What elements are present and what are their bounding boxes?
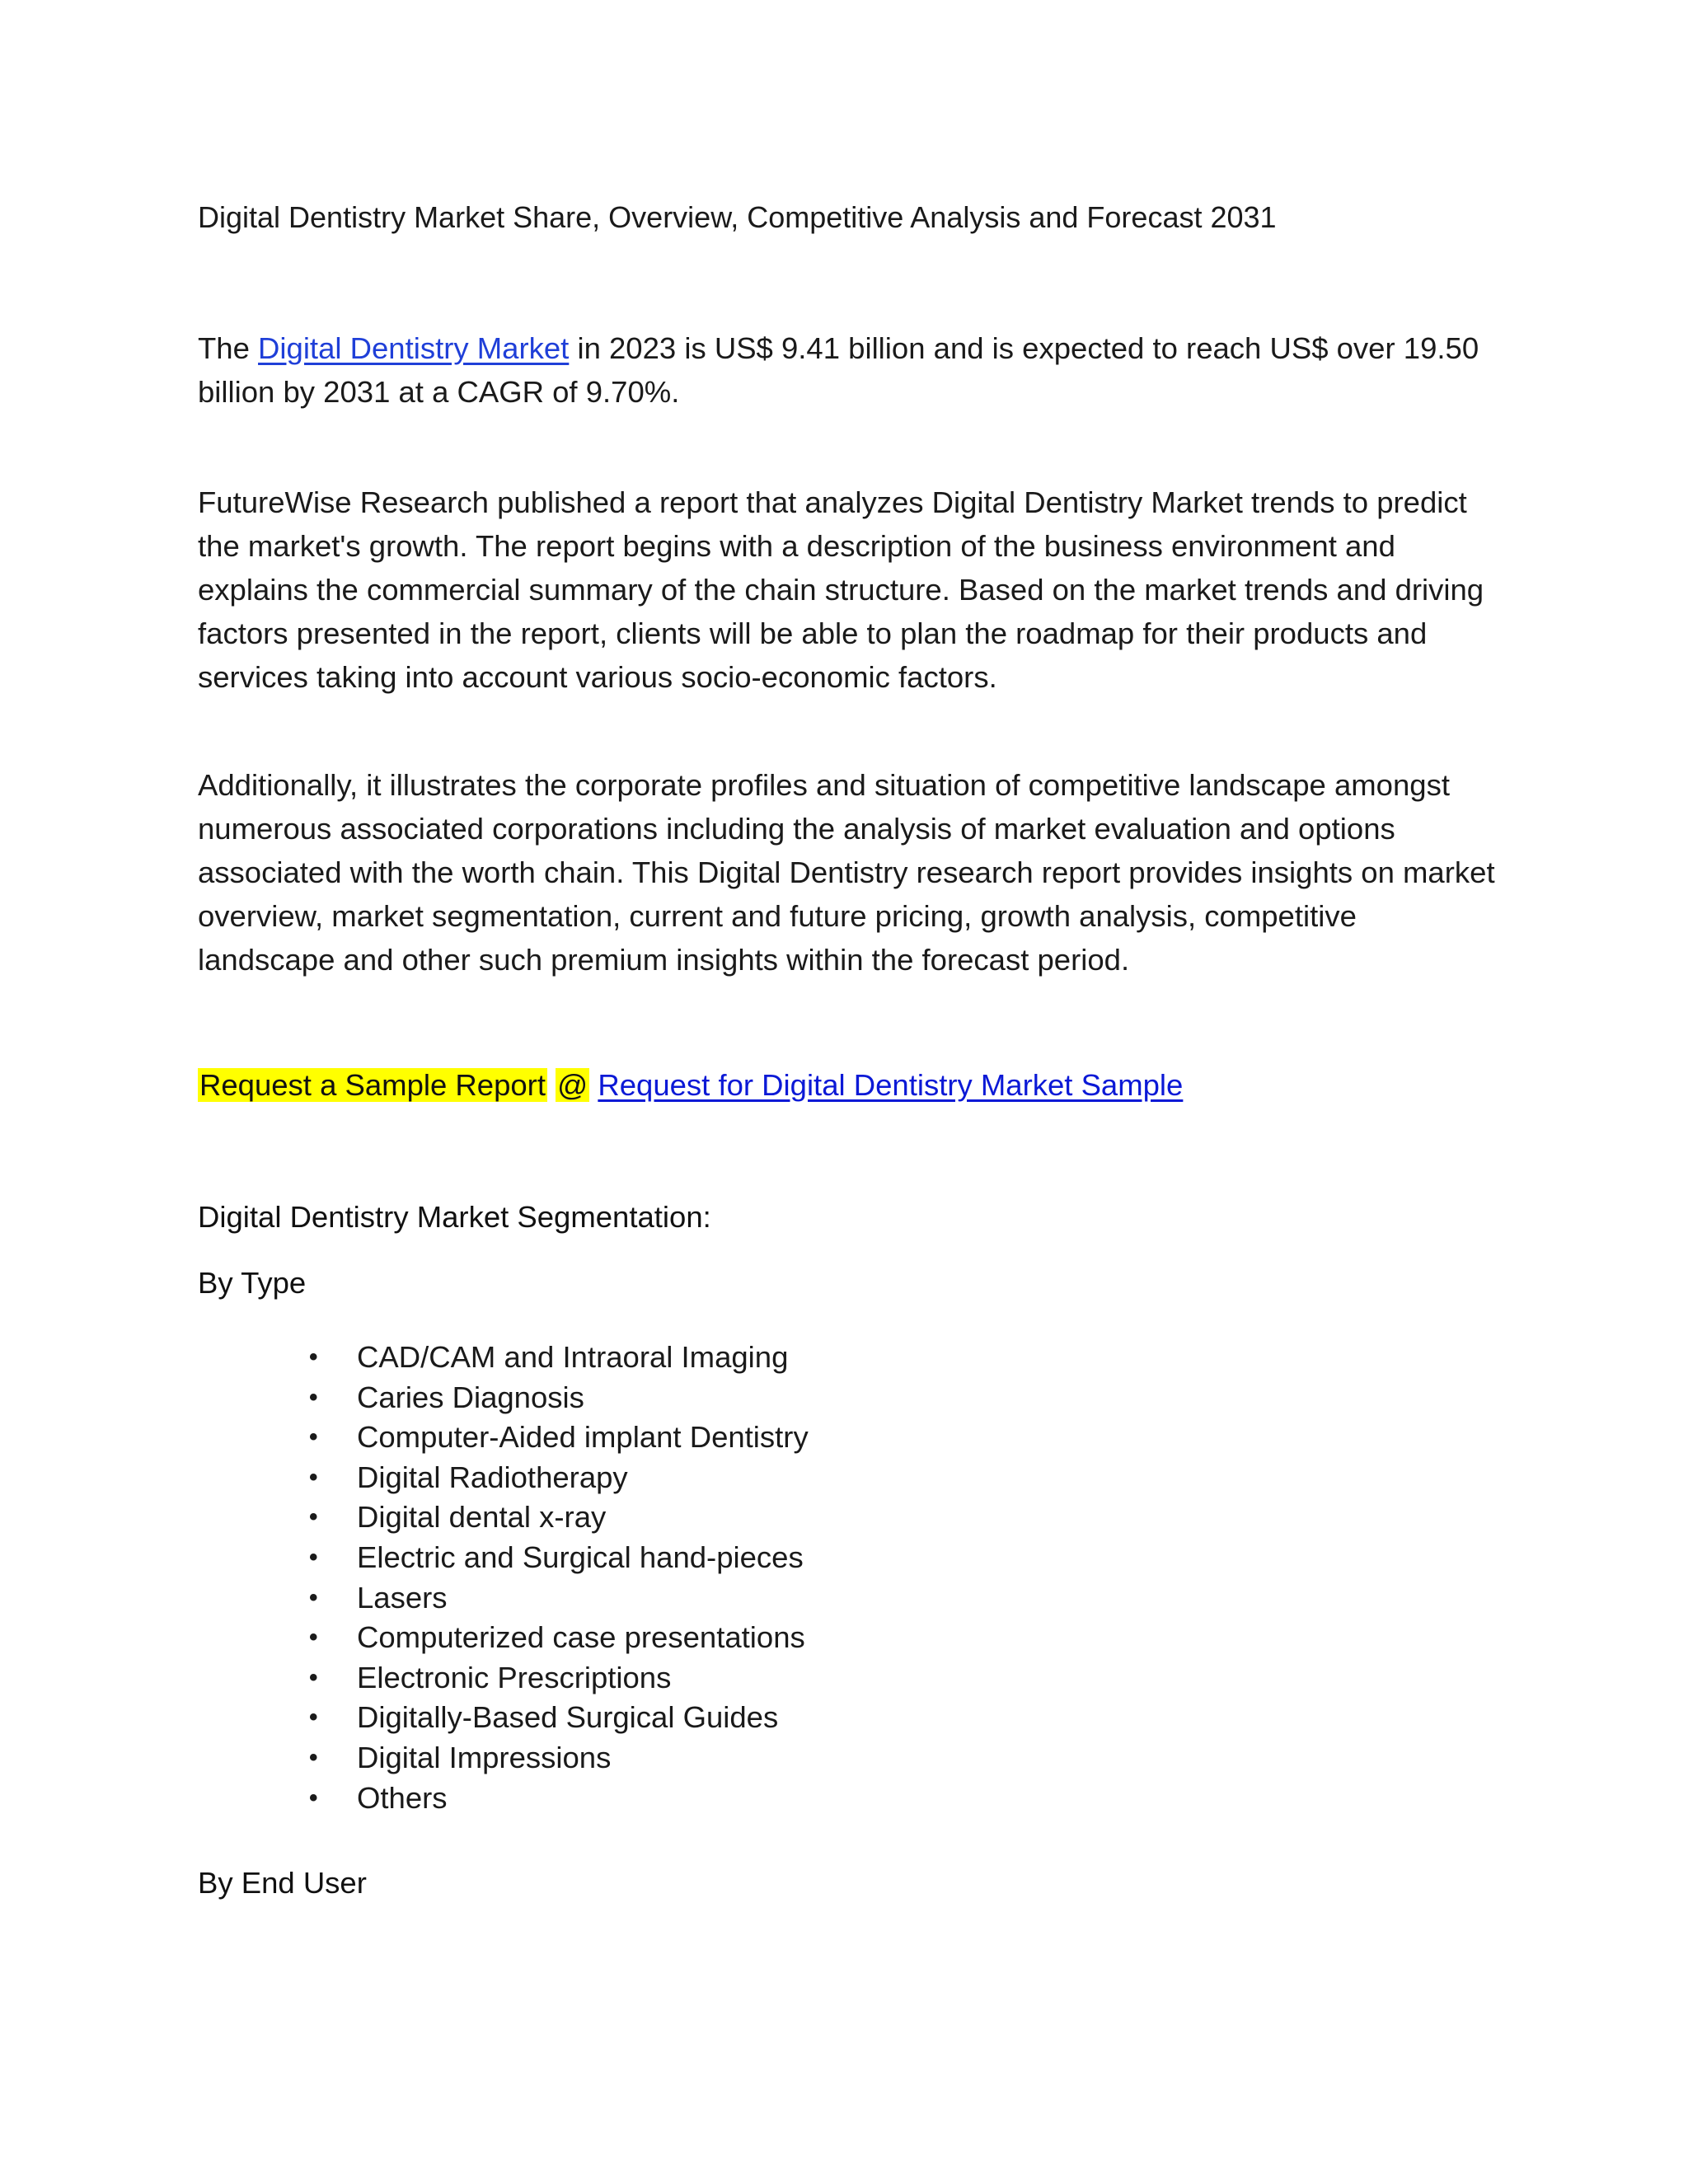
type-list-item-label: Computer-Aided implant Dentistry <box>357 1420 809 1455</box>
type-list-item <box>198 1779 809 1819</box>
type-list-item <box>198 1738 809 1779</box>
type-list-item <box>198 1497 809 1538</box>
intro-suffix: in 2023 is US$ 9.41 billion and is expected to reach US$ over 19.50 billion by 2031 at a CAGR of 9.70%. <box>198 331 1479 409</box>
type-list-item-label: Digital Radiotherapy <box>357 1460 628 1494</box>
type-list-item-label: Digital dental x-ray <box>357 1500 607 1535</box>
segmentation-heading: Digital Dentistry Market Segmentation: <box>198 1200 711 1234</box>
type-list-item <box>198 1458 809 1498</box>
type-list-item <box>198 1578 809 1619</box>
type-list-item <box>198 1658 809 1699</box>
by-end-user-heading: By End User <box>198 1866 367 1900</box>
type-list-item-label: Computerized case presentations <box>357 1620 805 1655</box>
type-list-item <box>198 1538 809 1578</box>
report-description-paragraph: FutureWise Research published a report that analyzes Digital Dentistry Market trends to predict the market's growth. The report begins with a description of the business environment and explains the commercial summary of the chain structure. Based on the market trends and driving factors presented in the report, clients will be able to plan the roadmap for their products and services taking into account various socio-economic factors. <box>198 485 1484 694</box>
bullet-icon: • <box>309 1783 318 1811</box>
competitive-landscape-paragraph: Additionally, it illustrates the corporate profiles and situation of competitive landscape amongst numerous associated corporations including the analysis of market evaluation and options associated with the worth chain. This Digital Dentistry research report provides insights on market overview, market segmentation, current and future pricing, growth analysis, competitive landscape and other such premium insights within the forecast period. <box>198 768 1495 977</box>
bullet-icon: • <box>309 1543 318 1571</box>
sample-request-line <box>198 1065 1183 1106</box>
type-list-item <box>198 1418 809 1458</box>
type-list <box>198 1338 809 1818</box>
type-list-item-label: Digital Impressions <box>357 1740 612 1774</box>
type-list-item-label: Others <box>357 1780 448 1815</box>
digital-dentistry-market-link[interactable]: Digital Dentistry Market <box>258 331 570 365</box>
type-list-item-label: Digitally-Based Surgical Guides <box>357 1700 779 1735</box>
type-list-item <box>198 1338 809 1378</box>
type-list-item-label: CAD/CAM and Intraoral Imaging <box>357 1340 789 1374</box>
bullet-icon: • <box>309 1663 318 1691</box>
document-title: Digital Dentistry Market Share, Overview, Competitive Analysis and Forecast 2031 <box>198 200 1277 234</box>
bullet-icon: • <box>309 1583 318 1611</box>
bullet-icon: • <box>309 1503 318 1531</box>
type-list-item-label: Electric and Surgical hand-pieces <box>357 1540 804 1574</box>
bullet-icon: • <box>309 1423 318 1451</box>
bullet-icon: • <box>309 1624 318 1652</box>
type-list-item <box>198 1618 809 1658</box>
by-type-heading: By Type <box>198 1266 307 1300</box>
type-list-item-label: Electronic Prescriptions <box>357 1660 672 1694</box>
sample-at-symbol: @ <box>557 1068 588 1102</box>
bullet-icon: • <box>309 1743 318 1771</box>
bullet-icon: • <box>309 1343 318 1371</box>
bullet-icon: • <box>309 1463 318 1491</box>
type-list-item-label: Caries Diagnosis <box>357 1380 584 1414</box>
bullet-icon: • <box>309 1383 318 1411</box>
intro-paragraph <box>198 326 1500 414</box>
type-list-item <box>198 1698 809 1738</box>
sample-request-link[interactable]: Request for Digital Dentistry Market Sample <box>598 1068 1184 1102</box>
type-list-item-label: Lasers <box>357 1580 448 1615</box>
bullet-icon: • <box>309 1704 318 1732</box>
sample-request-label: Request a Sample Report <box>199 1068 546 1102</box>
intro-prefix: The <box>198 331 259 365</box>
type-list-item <box>198 1378 809 1418</box>
